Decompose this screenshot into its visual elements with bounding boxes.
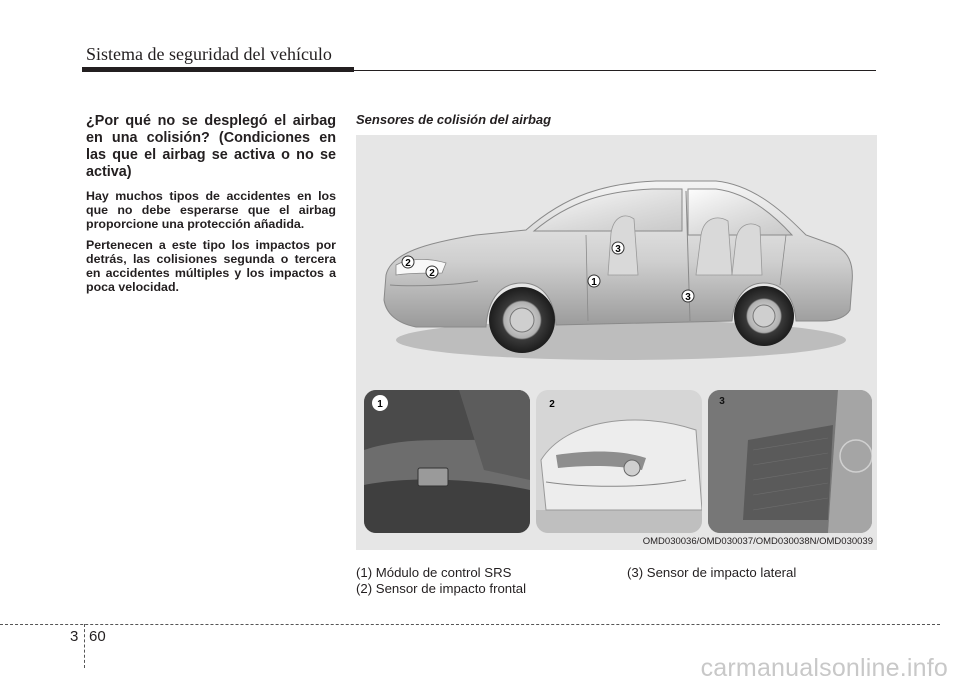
car-illustration xyxy=(356,135,877,385)
figure-title: Sensores de colisión del airbag xyxy=(356,112,552,127)
section-heading: ¿Por qué no se desplegó el airbag en una colisión? (Condiciones en las que el airbag se activa o no se activa) xyxy=(86,113,336,180)
page-number: 60 xyxy=(89,628,106,645)
header-rule-thick xyxy=(82,67,354,72)
svg-text:2: 2 xyxy=(405,258,411,269)
caption-side-sensor: (3) Sensor de impacto lateral xyxy=(627,565,797,580)
svg-text:3: 3 xyxy=(685,292,691,303)
paragraph-1: Hay muchos tipos de accidentes en los que no debe esperarse que el airbag proporcione una protección añadida. xyxy=(86,189,336,232)
inset-side-sensor xyxy=(708,390,872,533)
chapter-number: 3 xyxy=(70,628,79,645)
page-header-title: Sistema de seguridad del vehículo xyxy=(86,44,332,64)
caption-srs-module: (1) Módulo de control SRS xyxy=(356,565,512,580)
paragraph-2: Pertenecen a este tipo los impactos por detrás, las colisiones segunda o tercera en accidentes múltiples y los impactos a poca velocidad. xyxy=(86,237,336,295)
svg-text:3: 3 xyxy=(615,244,621,255)
caption-front-sensor: (2) Sensor de impacto frontal xyxy=(356,581,527,596)
inset-marker-2: 2 xyxy=(549,399,555,410)
left-column xyxy=(86,113,336,300)
svg-text:2: 2 xyxy=(429,268,435,279)
inset-marker-1: 1 xyxy=(377,399,383,410)
inset-front-sensor xyxy=(536,390,702,533)
footer-dashed-rule xyxy=(0,624,940,625)
airbag-sensor-figure xyxy=(356,135,877,550)
footer-vertical-rule xyxy=(84,624,85,668)
inset-srs-module xyxy=(364,390,530,533)
figure-code: OMD030036/OMD030037/OMD030038N/OMD030039 xyxy=(642,536,873,547)
svg-text:1: 1 xyxy=(591,277,597,288)
header-rule-thin xyxy=(354,70,876,71)
watermark: carmanualsonline.info xyxy=(700,654,948,682)
inset-marker-3: 3 xyxy=(719,396,725,407)
